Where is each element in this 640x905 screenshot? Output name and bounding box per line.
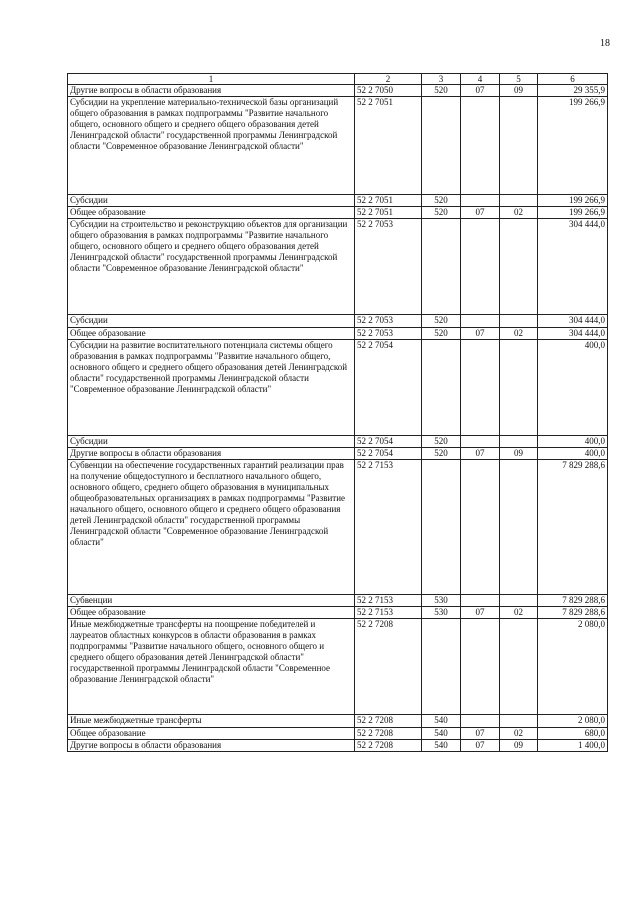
section-cell: 07	[461, 607, 500, 619]
subsection-cell: 09	[500, 85, 538, 97]
table-row	[68, 85, 608, 97]
row-name-cell: Субсидии на развитие воспитательного потенциала системы общего образования в рамках подпрограммы "Развитие начального общего, основного общего и среднего общего образования детей Ленинградской области" государственной программы Ленинградской области "Современное образование Ленинградской области"	[68, 340, 355, 436]
expense-type-cell: 520	[422, 315, 461, 328]
table-header-row	[68, 74, 608, 85]
amount-cell: 199 266,9	[538, 207, 608, 219]
subsection-cell	[500, 436, 538, 448]
target-article-cell: 52 2 7208	[355, 715, 422, 728]
expense-type-cell	[422, 97, 461, 195]
row-name-cell: Общее образование	[68, 207, 355, 219]
amount-cell: 304 444,0	[538, 328, 608, 340]
section-cell	[461, 195, 500, 207]
page-number: 18	[600, 38, 610, 49]
amount-cell: 304 444,0	[538, 315, 608, 328]
header-col-4: 4	[461, 74, 500, 85]
amount-cell: 680,0	[538, 728, 608, 740]
amount-cell: 2 080,0	[538, 619, 608, 715]
table-row	[68, 728, 608, 740]
amount-cell: 2 080,0	[538, 715, 608, 728]
subsection-cell	[500, 595, 538, 607]
header-col-5: 5	[500, 74, 538, 85]
amount-cell: 199 266,9	[538, 195, 608, 207]
expense-type-cell: 540	[422, 740, 461, 752]
subsection-cell	[500, 340, 538, 436]
row-name-cell: Субсидии	[68, 315, 355, 328]
target-article-cell: 52 2 7053	[355, 219, 422, 315]
target-article-cell: 52 2 7053	[355, 315, 422, 328]
row-name-cell: Субвенции на обеспечение государственных гарантий реализации прав на получение общедоступного и бесплатного начального общего, основного общего, среднего общего образования в муниципальных общеобразовательных организациях в рамках подпрограммы "Развитие начального общего, основного общего и среднего общего образования детей Ленинградской области" государственной программы Ленинградской области "Современное образование Ленинградской области"	[68, 460, 355, 595]
table-row	[68, 315, 608, 328]
subsection-cell	[500, 195, 538, 207]
table-row	[68, 740, 608, 752]
subsection-cell: 02	[500, 728, 538, 740]
subsection-cell	[500, 619, 538, 715]
expense-type-cell: 520	[422, 85, 461, 97]
subsection-cell	[500, 715, 538, 728]
expense-type-cell: 530	[422, 607, 461, 619]
target-article-cell: 52 2 7051	[355, 207, 422, 219]
table-row	[68, 97, 608, 195]
expense-type-cell: 540	[422, 715, 461, 728]
section-cell: 07	[461, 328, 500, 340]
expense-type-cell: 520	[422, 448, 461, 460]
subsection-cell: 02	[500, 607, 538, 619]
amount-cell: 199 266,9	[538, 97, 608, 195]
row-name-cell: Другие вопросы в области образования	[68, 448, 355, 460]
table-row	[68, 436, 608, 448]
section-cell: 07	[461, 448, 500, 460]
header-col-6: 6	[538, 74, 608, 85]
target-article-cell: 52 2 7051	[355, 195, 422, 207]
target-article-cell: 52 2 7054	[355, 340, 422, 436]
amount-cell: 7 829 288,6	[538, 460, 608, 595]
row-name-cell: Субсидии на строительство и реконструкцию объектов для организации общего образования в рамках подпрограммы "Развитие начального общего, основного общего и среднего общего образования детей Ленинградской области" государственной программы Ленинградской области "Современное образование Ленинградской области"	[68, 219, 355, 315]
row-name-cell: Другие вопросы в области образования	[68, 740, 355, 752]
expense-type-cell: 520	[422, 207, 461, 219]
section-cell	[461, 460, 500, 595]
section-cell: 07	[461, 85, 500, 97]
target-article-cell: 52 2 7208	[355, 728, 422, 740]
table-row	[68, 195, 608, 207]
target-article-cell: 52 2 7208	[355, 740, 422, 752]
table-row	[68, 607, 608, 619]
target-article-cell: 52 2 7053	[355, 328, 422, 340]
header-col-3: 3	[422, 74, 461, 85]
amount-cell: 29 355,9	[538, 85, 608, 97]
subsection-cell: 02	[500, 207, 538, 219]
row-name-cell: Общее образование	[68, 328, 355, 340]
section-cell: 07	[461, 207, 500, 219]
table-row	[68, 340, 608, 436]
row-name-cell: Субсидии	[68, 195, 355, 207]
section-cell	[461, 436, 500, 448]
target-article-cell: 52 2 7054	[355, 436, 422, 448]
table-row	[68, 207, 608, 219]
amount-cell: 400,0	[538, 448, 608, 460]
section-cell	[461, 619, 500, 715]
subsection-cell	[500, 315, 538, 328]
target-article-cell: 52 2 7050	[355, 85, 422, 97]
table-row	[68, 328, 608, 340]
table-row	[68, 595, 608, 607]
row-name-cell: Субвенции	[68, 595, 355, 607]
expense-type-cell	[422, 460, 461, 595]
expense-type-cell: 520	[422, 436, 461, 448]
subsection-cell	[500, 97, 538, 195]
section-cell: 07	[461, 740, 500, 752]
target-article-cell: 52 2 7208	[355, 619, 422, 715]
subsection-cell	[500, 460, 538, 595]
table-row	[68, 448, 608, 460]
amount-cell: 400,0	[538, 436, 608, 448]
subsection-cell	[500, 219, 538, 315]
section-cell	[461, 715, 500, 728]
subsection-cell: 02	[500, 328, 538, 340]
table-row	[68, 219, 608, 315]
table-row	[68, 460, 608, 595]
row-name-cell: Иные межбюджетные трансферты	[68, 715, 355, 728]
expense-type-cell: 530	[422, 595, 461, 607]
section-cell	[461, 97, 500, 195]
header-col-2: 2	[355, 74, 422, 85]
row-name-cell: Субсидии на укрепление материально-технической базы организаций общего образования в рамках подпрограммы "Развитие начального общего, основного общего и среднего общего образования детей Ленинградской области" государственной программы Ленинградской области "Современное образование Ленинградской области"	[68, 97, 355, 195]
expense-type-cell: 540	[422, 728, 461, 740]
expense-type-cell	[422, 619, 461, 715]
table-row	[68, 715, 608, 728]
amount-cell: 1 400,0	[538, 740, 608, 752]
row-name-cell: Общее образование	[68, 607, 355, 619]
section-cell	[461, 595, 500, 607]
target-article-cell: 52 2 7051	[355, 97, 422, 195]
subsection-cell: 09	[500, 740, 538, 752]
expense-type-cell: 520	[422, 195, 461, 207]
row-name-cell: Общее образование	[68, 728, 355, 740]
section-cell: 07	[461, 728, 500, 740]
target-article-cell: 52 2 7054	[355, 448, 422, 460]
section-cell	[461, 219, 500, 315]
row-name-cell: Другие вопросы в области образования	[68, 85, 355, 97]
row-name-cell: Иные межбюджетные трансферты на поощрение победителей и лауреатов областных конкурсов в области образования в рамках подпрограммы "Развитие начального общего, основного общего и среднего общего образования детей Ленинградской области" государственной программы Ленинградской области "Современное образование Ленинградской области"	[68, 619, 355, 715]
section-cell	[461, 340, 500, 436]
target-article-cell: 52 2 7153	[355, 607, 422, 619]
row-name-cell: Субсидии	[68, 436, 355, 448]
amount-cell: 7 829 288,6	[538, 607, 608, 619]
table-row	[68, 619, 608, 715]
table-body	[68, 85, 608, 752]
header-col-1: 1	[68, 74, 355, 85]
expense-type-cell	[422, 340, 461, 436]
target-article-cell: 52 2 7153	[355, 595, 422, 607]
expense-type-cell: 520	[422, 328, 461, 340]
section-cell	[461, 315, 500, 328]
amount-cell: 7 829 288,6	[538, 595, 608, 607]
amount-cell: 400,0	[538, 340, 608, 436]
subsection-cell: 09	[500, 448, 538, 460]
target-article-cell: 52 2 7153	[355, 460, 422, 595]
budget-table	[67, 73, 608, 752]
expense-type-cell	[422, 219, 461, 315]
amount-cell: 304 444,0	[538, 219, 608, 315]
